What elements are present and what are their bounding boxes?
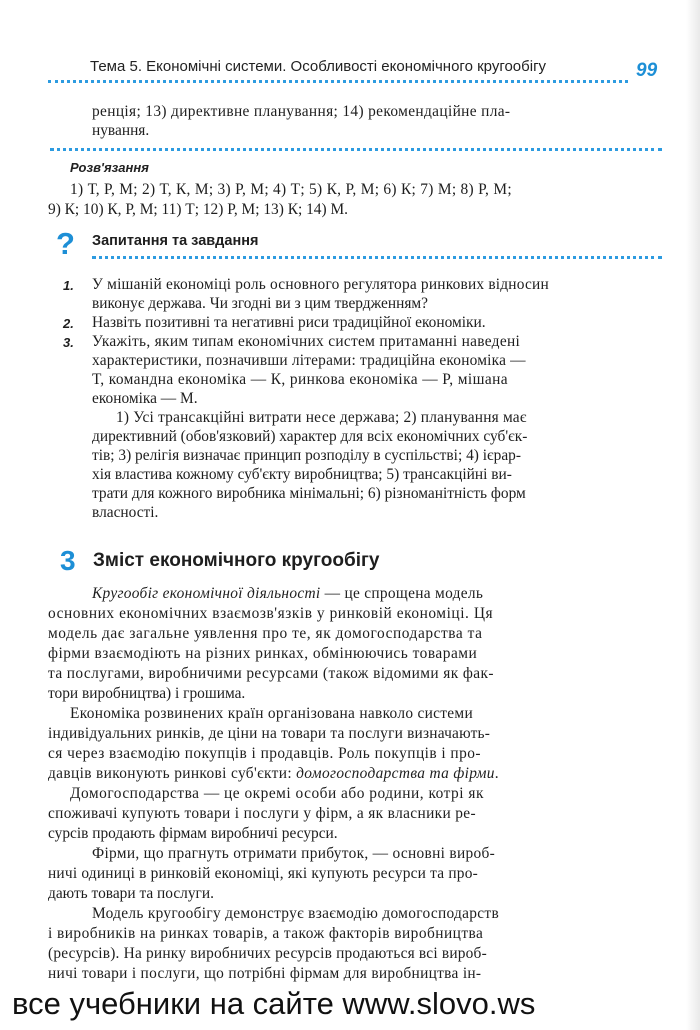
- question-line: характеристики, позначивши літерами: традиційна економіка —: [92, 352, 526, 369]
- question-number: 3.: [63, 335, 74, 350]
- task-detail-line: трати для кожного виробника мінімальні; 6) різноманітність форм: [92, 485, 526, 502]
- solution-line: 1) Т, Р, М; 2) Т, К, М; 3) Р, М; 4) Т; 5) К, Р, М; 6) К; 7) М; 8) Р, М;: [70, 181, 512, 198]
- section-number: 3: [60, 545, 76, 576]
- question-number: 1.: [63, 278, 74, 293]
- intro-line: ренція; 13) директивне планування; 14) рекомендаційне пла-: [92, 103, 511, 120]
- paragraph-line: Фірми, що прагнуть отримати прибуток, — основні вироб-: [92, 845, 496, 862]
- question-line: Т, командна економіка — К, ринкова економіка — Р, мішана: [92, 371, 508, 388]
- question-line: Назвіть позитивні та негативні риси традиційної економіки.: [92, 314, 486, 331]
- paragraph-line: [48, 764, 499, 783]
- question-line: виконує держава. Чи згодні ви з цим твердженням?: [92, 295, 429, 312]
- paragraph-line: і виробників на ринках товарів, а також факторів виробництва: [48, 925, 484, 942]
- paragraph-line: ничі товари і послуги, що потрібні фірмам для виробництва ін-: [48, 965, 482, 982]
- paragraph-line: ничі одиниці в ринковій економіці, які купують ресурси та про-: [48, 865, 478, 882]
- section-title: Зміст економічного кругообігу: [93, 550, 380, 571]
- solution-divider: [50, 148, 662, 151]
- paragraph-line: дають товари та послуги.: [48, 885, 214, 902]
- paragraph-text: — це спрощена модель: [320, 585, 484, 602]
- term-italic: домогосподарства та фірми: [296, 765, 495, 782]
- paragraph-line: основних економічних взаємозв'язків у ринковій економіці. Ця: [48, 605, 494, 622]
- task-detail-line: хія властива кожному суб'єкту виробництва; 5) трансакційні ви-: [92, 466, 512, 483]
- paragraph-line: модель дає загальне уявлення про те, як домогосподарства та: [48, 625, 483, 642]
- paragraph-text: давців виконують ринкові суб'єкти:: [48, 765, 297, 782]
- paragraph-line: Економіка розвинених країн організована навколо системи: [70, 705, 474, 722]
- task-detail-line: 1) Усі трансакційні витрати несе держава; 2) планування має: [116, 409, 527, 426]
- page-edge-shadow: [686, 0, 700, 1030]
- paragraph-text: .: [494, 765, 499, 782]
- running-header: Тема 5. Економічні системи. Особливості економічного кругообігу: [90, 58, 547, 75]
- question-line: Укажіть, яким типам економічних систем притаманні наведені: [92, 333, 521, 350]
- paragraph-line: фірми взаємодіють на різних ринках, обмінюючись товарами: [48, 645, 478, 662]
- paragraph-line: споживачі купують товари і послуги у фірм, а як власники ре-: [48, 805, 476, 822]
- watermark-footer: все учебники на сайте www.slovo.ws: [12, 986, 536, 1021]
- paragraph-line: тори виробництва) і грошима.: [48, 685, 246, 702]
- intro-line: нування.: [92, 122, 150, 139]
- paragraph-line: та послугами, виробничими ресурсами (також відомими як фак-: [48, 665, 494, 682]
- questions-heading: Запитання та завдання: [92, 233, 259, 249]
- question-mark-icon: ?: [56, 226, 75, 261]
- paragraph-line: (ресурсів). На ринку виробничих ресурсів продаються всі вироб-: [48, 945, 487, 962]
- task-detail-line: власності.: [92, 504, 159, 521]
- questions-divider: [92, 256, 662, 259]
- page-number: 99: [636, 60, 658, 81]
- paragraph-line: індивідуальних ринків, де ціни на товари та послуги визначають-: [48, 725, 491, 742]
- header-divider: [48, 80, 628, 83]
- paragraph-line: сурсів продають фірмам виробничі ресурси.: [48, 825, 338, 842]
- question-line: У мішаній економіці роль основного регулятора ринкових відносин: [92, 276, 549, 293]
- paragraph-line: [92, 584, 483, 603]
- paragraph-line: Домогосподарства — це окремі особи або родини, котрі як: [70, 785, 484, 802]
- paragraph-line: Модель кругообігу демонструє взаємодію домогосподарств: [92, 905, 500, 922]
- paragraph-line: ся через взаємодію покупців і продавців. Роль покупців і про-: [48, 745, 481, 762]
- task-detail-line: директивний (обов'язковий) характер для всіх економічних суб'єк-: [92, 428, 528, 445]
- question-number: 2.: [63, 316, 74, 331]
- task-detail-line: тів; 3) релігія визначає принцип розподілу в суспільстві; 4) ієрар-: [92, 447, 521, 464]
- solution-label: Розв'язання: [70, 160, 149, 175]
- question-line: економіка — М.: [92, 390, 198, 407]
- solution-line: 9) К; 10) К, Р, М; 11) Т; 12) Р, М; 13) К; 14) М.: [48, 201, 348, 218]
- term-italic: Кругообіг економічної діяльності: [92, 585, 321, 602]
